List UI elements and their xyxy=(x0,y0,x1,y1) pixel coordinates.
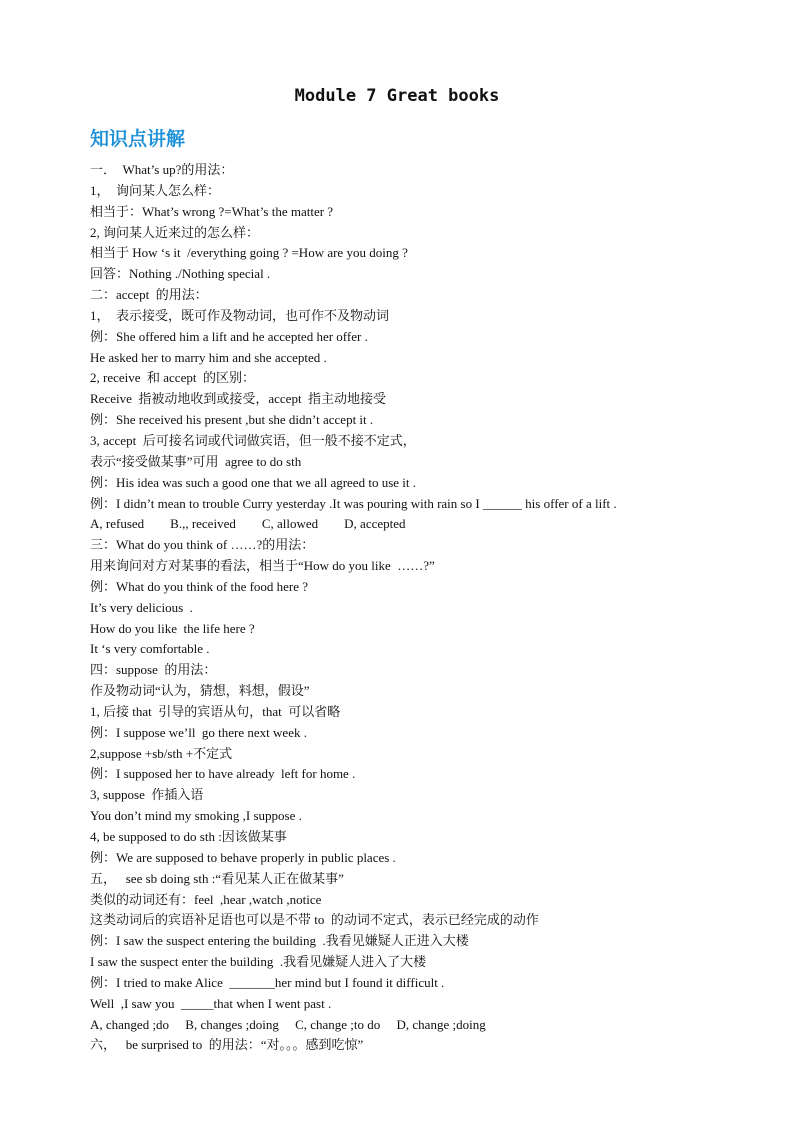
text-line: 例：I didn’t mean to trouble Curry yesterday .It was pouring with rain so I ______ his offer of a lift . xyxy=(90,495,617,511)
text-line: 三：What do you think of ……?的用法： xyxy=(90,537,315,553)
text-line: I saw the suspect enter the building .我看见嫌疑人进入了大楼 xyxy=(90,954,427,970)
text-line: 表示“接受做某事”可用 agree to do sth xyxy=(90,453,302,469)
text-line: 2,suppose +sb/sth +不定式 xyxy=(90,745,233,761)
text-line: 例：His idea was such a good one that we all agreed to use it . xyxy=(90,474,416,490)
text-line: 1， 询问某人怎么样： xyxy=(90,182,221,198)
text-line: 二：accept 的用法： xyxy=(90,287,208,303)
section-heading: 知识点讲解 xyxy=(90,128,186,150)
text-line: 例：I suppose we’ll go there next week . xyxy=(90,724,307,740)
text-line: Receive 指被动地收到或接受，accept 指主动地接受 xyxy=(90,391,387,407)
text-line: It ‘s very comfortable . xyxy=(90,641,210,657)
text-line: He asked her to marry him and she accepted . xyxy=(90,349,327,365)
text-line: 1, 后接 that 引导的宾语从句，that 可以省略 xyxy=(90,703,341,719)
text-line: 例：What do you think of the food here ? xyxy=(90,578,309,594)
text-line: 例：She offered him a lift and he accepted her offer . xyxy=(90,328,368,344)
text-line: 回答：Nothing ./Nothing special . xyxy=(90,266,271,282)
text-line: It’s very delicious . xyxy=(90,599,193,615)
text-line: How do you like the life here ? xyxy=(90,620,255,636)
text-line: A, refused B.,, received C, allowed D, accepted xyxy=(90,516,406,532)
text-line: 相当于 How ‘s it /everything going ? =How are you doing ? xyxy=(90,245,408,261)
text-line: 4, be supposed to do sth :因该做某事 xyxy=(90,829,287,844)
text-line: 1， 表示接受，既可作及物动词，也可作不及物动词 xyxy=(90,307,390,323)
text-line: You don’t mind my smoking ,I suppose . xyxy=(90,808,302,824)
text-line: 2, 询问某人近来过的怎么样： xyxy=(90,224,260,240)
text-line: 例：I supposed her to have already left for home . xyxy=(90,766,356,782)
text-line: 一． What’s up?的用法： xyxy=(90,162,234,177)
text-line: 四：suppose 的用法： xyxy=(90,662,217,678)
text-line: 例：She received his present ,but she didn’t accept it . xyxy=(90,412,374,428)
text-line: 相当于：What’s wrong ?=What’s the matter ? xyxy=(90,203,334,219)
page-title: Module 7 Great books xyxy=(294,86,500,106)
text-line: 五， see sb doing sth :“看见某人正在做某事” xyxy=(90,870,344,886)
text-line: 这类动词后的宾语补足语也可以是不带 to 的动词不定式，表示已经完成的动作 xyxy=(90,912,539,928)
text-line: 2, receive 和 accept 的区别： xyxy=(90,370,255,386)
text-line: 例：We are supposed to behave properly in public places . xyxy=(90,849,396,865)
text-line: A, changed ;do B, changes ;doing C, change ;to do D, change ;doing xyxy=(90,1016,486,1032)
text-line: 例：I tried to make Alice _______her mind but I found it difficult . xyxy=(90,974,445,990)
text-line: 3, accept 后可接名词或代词做宾语，但一般不接不定式， xyxy=(90,432,416,448)
text-line: 例：I saw the suspect entering the building .我看见嫌疑人正进入大楼 xyxy=(90,933,469,949)
text-line: 用来询问对方对某事的看法，相当于“How do you like ……?” xyxy=(90,558,435,574)
document-body xyxy=(90,160,770,1056)
text-line: Well ,I saw you _____that when I went past . xyxy=(90,995,332,1011)
text-line: 3, suppose 作插入语 xyxy=(90,787,204,803)
text-line: 作及物动词“认为，猜想，料想，假设” xyxy=(90,683,310,699)
text-line: 类似的动词还有：feel ,hear ,watch ,notice xyxy=(90,891,322,907)
text-line: 六， be surprised to 的用法：“对。。。感到吃惊” xyxy=(90,1037,364,1053)
